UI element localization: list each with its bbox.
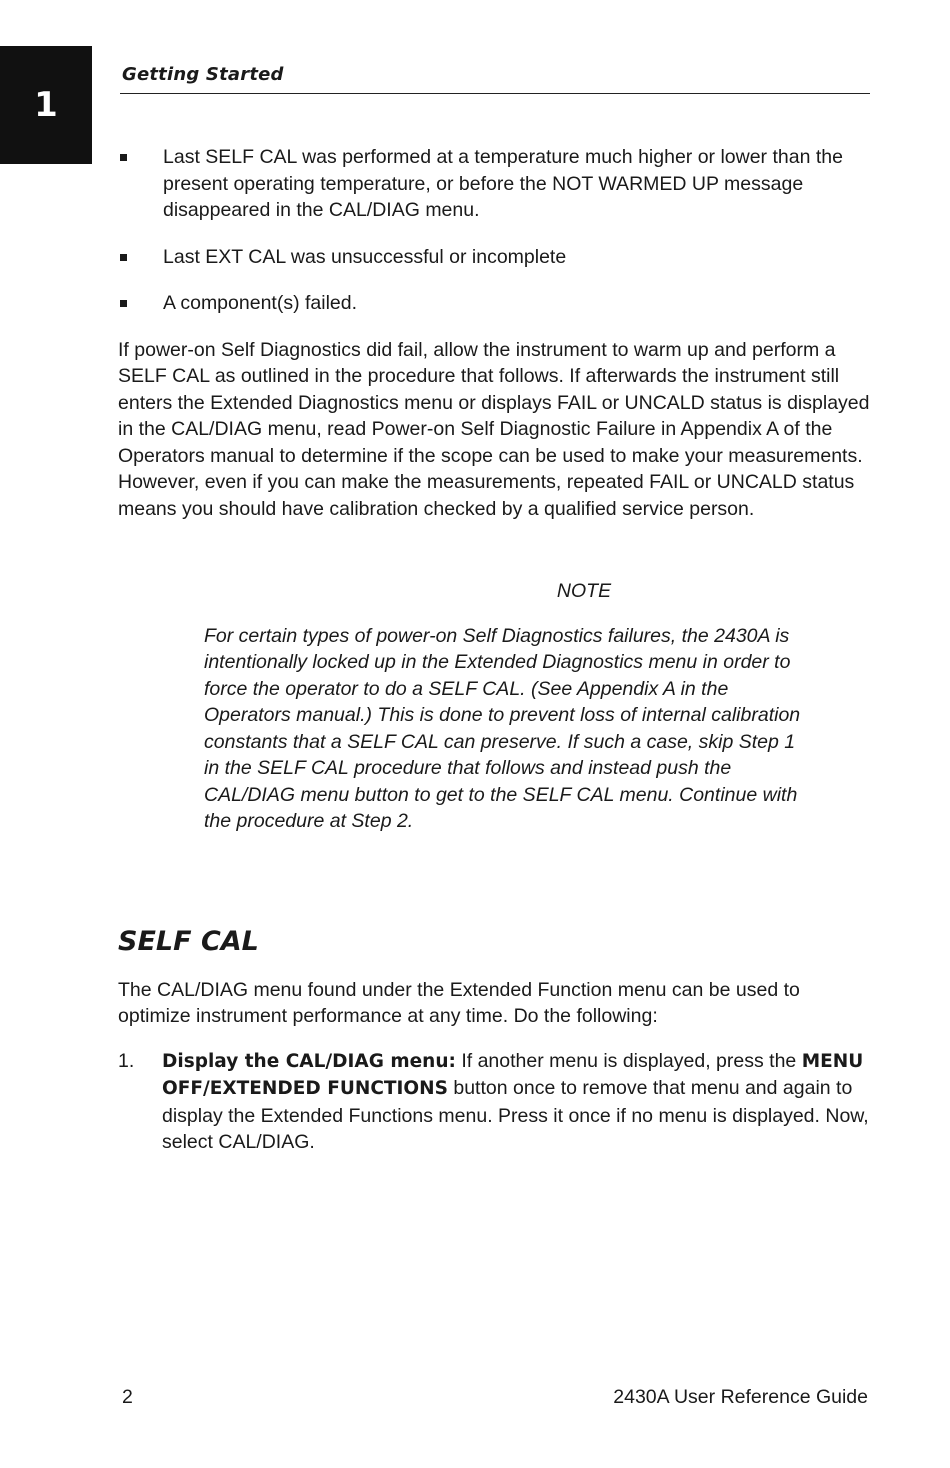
chapter-number: 1 xyxy=(34,85,58,125)
note-title: NOTE xyxy=(556,580,612,602)
page-number: 2 xyxy=(122,1386,133,1408)
note-block xyxy=(204,578,804,835)
list-item xyxy=(118,290,874,317)
section-paragraph: The CAL/DIAG menu found under the Extended Function menu can be used to optimize instrument performance at any time. Do the following: xyxy=(118,978,800,1027)
bullet-list xyxy=(118,144,874,317)
list-item xyxy=(118,1048,874,1156)
step-lead: Display the CAL/DIAG menu: xyxy=(162,1050,456,1072)
page-content xyxy=(118,144,874,1156)
square-bullet-icon xyxy=(118,144,163,224)
intro-paragraph: If power-on Self Diagnostics did fail, allow the instrument to warm up and perform a SELF CAL as outlined in the procedure that follows. If afterwards the instrument still enters the Extended Diagnostics menu or displays FAIL or UNCALD status is displayed in the CAL/DIAG menu, read Power-on Self Diagnostic Failure in Appendix A of the Operators manual to determine if the scope can be used to make your measurements. However, even if you can make the measurements, repeated FAIL or UNCALD status means you should have calibration checked by a qualified service person. xyxy=(118,338,870,520)
list-item xyxy=(118,244,874,271)
step-body xyxy=(162,1048,874,1156)
step-number: 1. xyxy=(118,1049,135,1072)
chapter-tab xyxy=(0,46,92,164)
running-head: Getting Started xyxy=(122,64,284,85)
button-name: MENU OFF/EXTENDED FUNCTIONS xyxy=(162,1050,864,1099)
note-text: For certain types of power-on Self Diagnostics failures, the 2430A is intentionally locked up in the Extended Diagnostics menu in order to force the operator to do a SELF CAL. (See Appendix A in the Operators manual.) This is done to prevent loss of internal calibration constants that a SELF CAL can preserve. If such a case, skip Step 1 in the SELF CAL procedure that follows and instead push the CAL/DIAG menu button to get to the SELF CAL menu. Continue with the procedure at Step 2. xyxy=(204,624,801,832)
step-text: If another menu is displayed, press the xyxy=(455,1049,802,1072)
guide-title: 2430A User Reference Guide xyxy=(613,1386,868,1408)
square-bullet-icon xyxy=(118,290,163,317)
square-bullet-icon xyxy=(118,244,163,271)
step-list xyxy=(118,1048,874,1156)
bullet-text: Last SELF CAL was performed at a temperature much higher or lower than the present operating temperature, or before the NOT WARMED UP message disappeared in the CAL/DIAG menu. xyxy=(163,146,843,221)
bullet-text: Last EXT CAL was unsuccessful or incomplete xyxy=(163,245,567,268)
list-item xyxy=(118,144,874,224)
step-text: button once to remove that menu and again to display the Extended Functions menu. Press it once if no menu is displayed. Now, select CAL/DIAG. xyxy=(162,1077,869,1153)
section-heading: SELF CAL xyxy=(118,925,259,957)
bullet-text: A component(s) failed. xyxy=(163,292,358,314)
header-rule xyxy=(120,93,870,94)
